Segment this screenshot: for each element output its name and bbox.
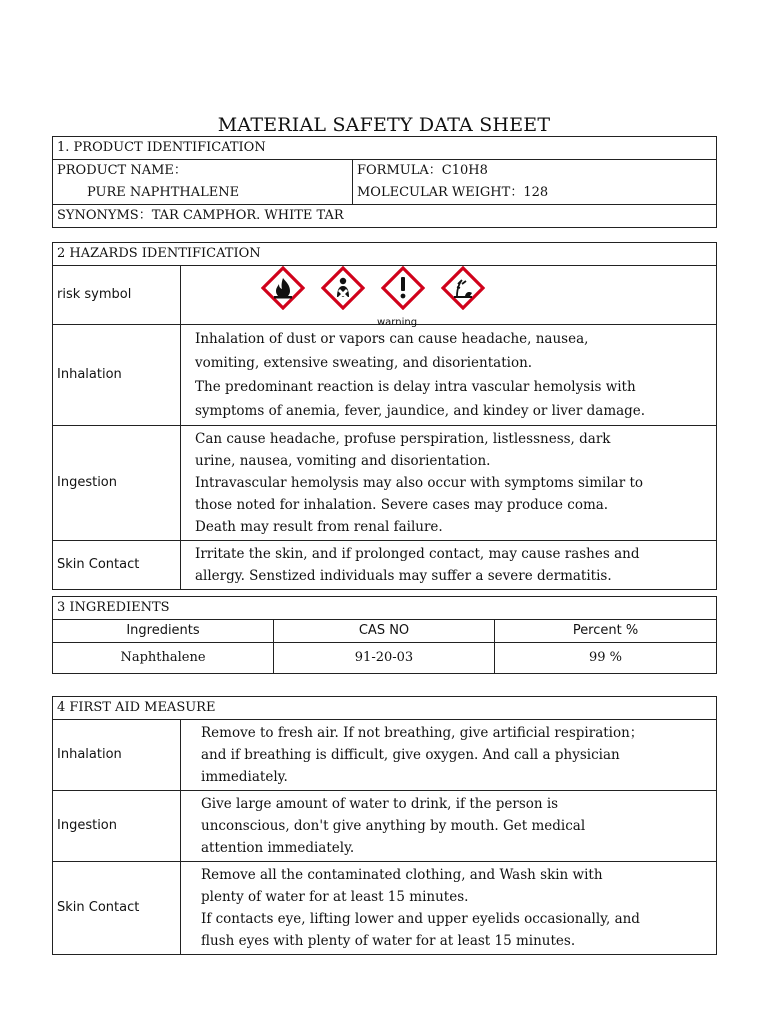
exclamation-icon — [381, 266, 425, 310]
signal-word: warning — [377, 317, 418, 328]
text-line: Give large amount of water to drink, if the person is — [201, 796, 559, 812]
text-line: and if breathing is difficult, give oxygen. And call a physician — [201, 747, 620, 763]
synonyms: SYNONYMS：TAR CAMPHOR. WHITE TAR — [53, 205, 717, 228]
risk-symbol-cell — [181, 266, 717, 328]
text-line: Irritate the skin, and if prolonged contact, may cause rashes and — [195, 546, 640, 562]
hazard-row-text — [181, 426, 717, 541]
hazard-row-text — [181, 541, 717, 590]
text-line: unconscious, don't give anything by mouth. Get medical — [201, 818, 586, 834]
text-line: symptoms of anemia, fever, jaundice, and kindey or liver damage. — [195, 403, 646, 419]
product-name-label: PRODUCT NAME： — [57, 163, 187, 178]
text-line: flush eyes with plenty of water for at least 15 minutes. — [201, 933, 576, 949]
first-aid-row-text — [181, 862, 717, 955]
section3-heading: 3 INGREDIENTS — [53, 597, 717, 620]
column-header: CAS NO — [274, 620, 495, 643]
text-line: attention immediately. — [201, 840, 355, 856]
text-line: Intravascular hemolysis may also occur with symptoms similar to — [195, 475, 643, 491]
text-line: The predominant reaction is delay intra vascular hemolysis with — [195, 379, 636, 395]
text-line: urine, nausea, vomiting and disorientation. — [195, 453, 491, 469]
text-line: plenty of water for at least 15 minutes. — [201, 889, 469, 905]
text-line: Remove all the contaminated clothing, and Wash skin with — [201, 867, 603, 883]
ghs-pictograms — [261, 266, 501, 310]
hazard-row-text — [181, 325, 717, 426]
environment-icon — [441, 266, 485, 310]
health-hazard-icon — [321, 266, 365, 310]
first-aid-row-label: Inhalation — [53, 720, 181, 791]
first-aid-row-text — [181, 720, 717, 791]
section4-heading: 4 FIRST AID MEASURE — [53, 697, 717, 720]
first-aid-row-label: Ingestion — [53, 791, 181, 862]
document-title: MATERIAL SAFETY DATA SHEET — [217, 114, 551, 136]
ingredients-table — [52, 596, 717, 674]
flame-icon — [261, 266, 305, 310]
text-line: allergy. Senstized individuals may suffer a severe dermatitis. — [195, 568, 612, 584]
table-cell: 99 % — [495, 643, 717, 674]
product-name-value: PURE NAPHTHALENE — [87, 185, 240, 200]
column-header: Percent % — [495, 620, 717, 643]
text-line: vomiting, extensive sweating, and disorientation. — [195, 355, 533, 371]
hazard-row-label: Skin Contact — [53, 541, 181, 590]
molecular-weight: MOLECULAR WEIGHT：128 — [357, 185, 549, 200]
first-aid-row-text — [181, 791, 717, 862]
text-line: Inhalation of dust or vapors can cause headache, nausea, — [195, 331, 589, 347]
hazard-row-label: Inhalation — [53, 325, 181, 426]
hazards-identification-table — [52, 242, 717, 590]
text-line: If contacts eye, lifting lower and upper eyelids occasionally, and — [201, 911, 640, 927]
formula-cell — [353, 160, 717, 205]
product-identification-table — [52, 136, 717, 228]
column-header: Ingredients — [53, 620, 274, 643]
formula: FORMULA：C10H8 — [357, 163, 488, 178]
text-line: Can cause headache, profuse perspiration, listlessness, dark — [195, 431, 611, 447]
hazard-row-label: Ingestion — [53, 426, 181, 541]
text-line: Remove to fresh air. If not breathing, give artificial respiration； — [201, 725, 644, 741]
section1-heading: 1. PRODUCT IDENTIFICATION — [53, 137, 717, 160]
text-line: immediately. — [201, 769, 288, 785]
first-aid-table — [52, 696, 717, 955]
risk-symbol-label: risk symbol — [53, 266, 181, 325]
table-cell: 91-20-03 — [274, 643, 495, 674]
product-name-cell — [53, 160, 353, 205]
section2-heading: 2 HAZARDS IDENTIFICATION — [53, 243, 717, 266]
text-line: those noted for inhalation. Severe cases may produce coma. — [195, 497, 609, 513]
first-aid-row-label: Skin Contact — [53, 862, 181, 955]
text-line: Death may result from renal failure. — [195, 519, 443, 535]
table-cell: Naphthalene — [53, 643, 274, 674]
